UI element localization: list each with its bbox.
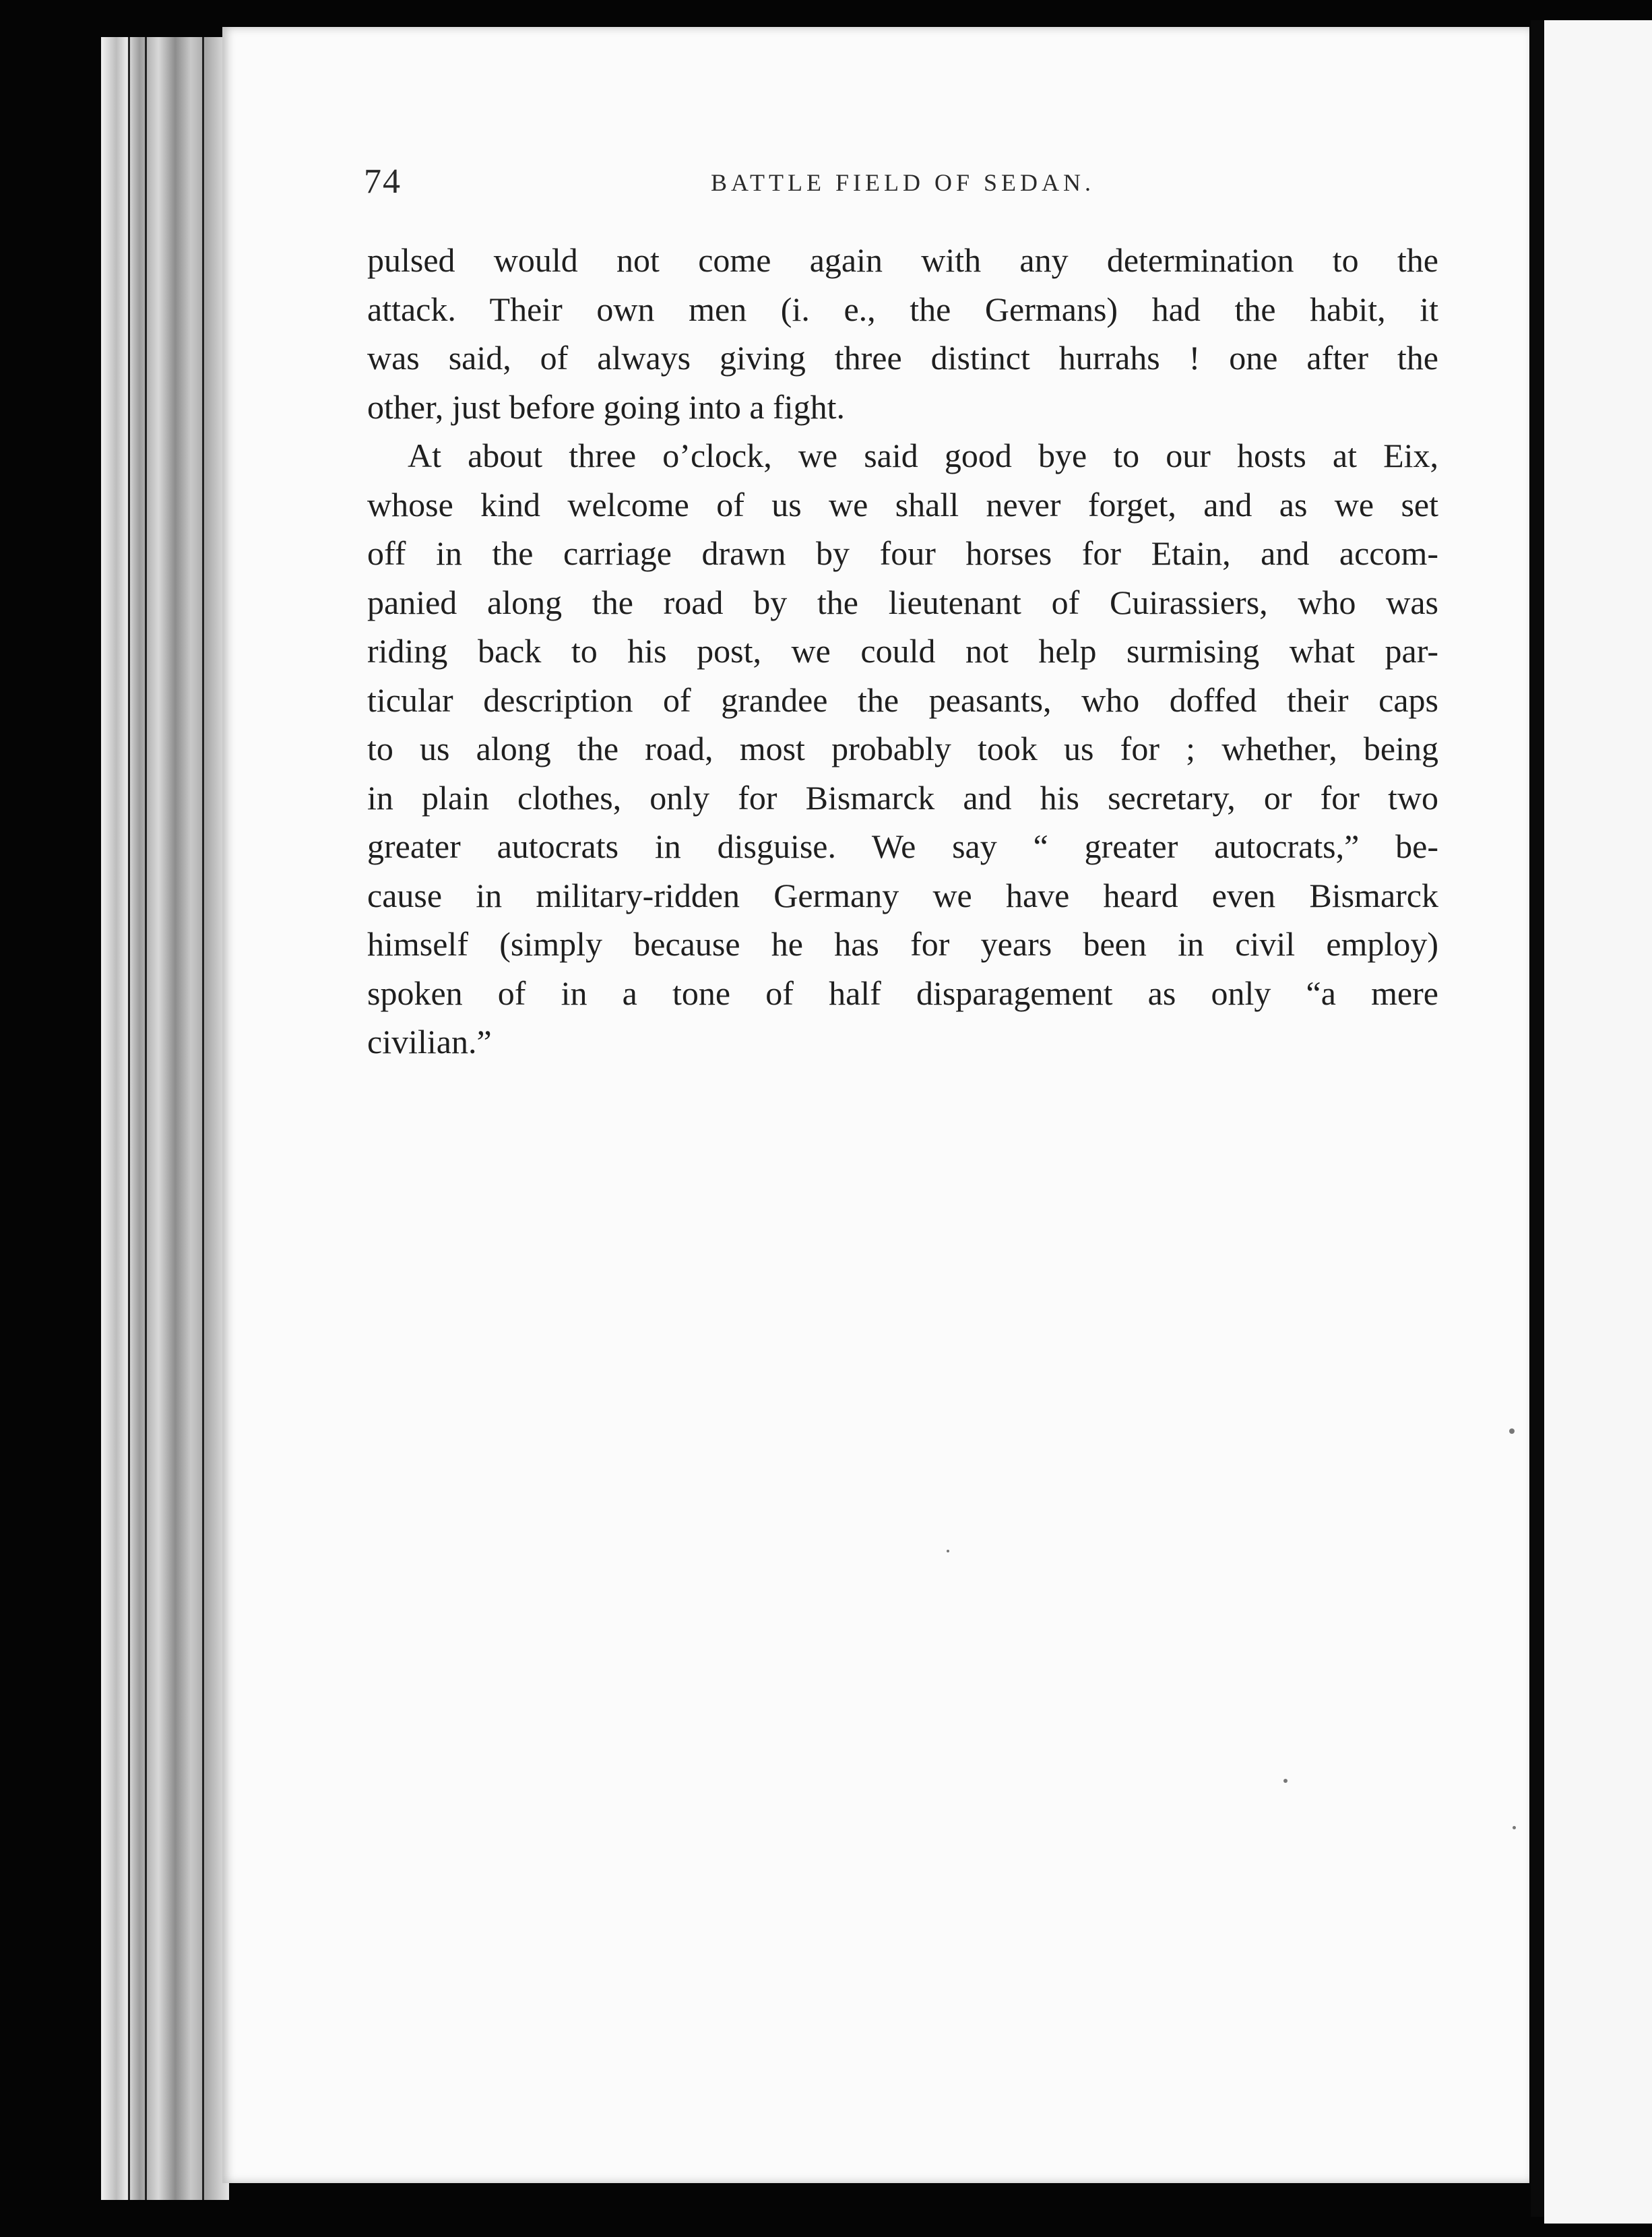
text-line: riding back to his post, we could not help surmising what par- — [367, 632, 1438, 670]
text-line: other, just before going into a fight. — [367, 387, 845, 426]
text-line: attack. Their own men (i. e., the Germans) had the habit, it — [367, 290, 1438, 328]
book-fore-edge — [101, 37, 229, 2200]
text-line: panied along the road by the lieutenant of Cuirassiers, who was — [367, 583, 1438, 621]
fore-edge-line — [145, 37, 147, 2200]
fore-edge-line — [202, 37, 204, 2200]
text-line: in plain clothes, only for Bismarck and his secretary, or for two — [367, 778, 1438, 817]
facing-page-edge — [1544, 20, 1652, 2224]
text-line: spoken of in a tone of half disparagement as only “a mere — [367, 974, 1438, 1012]
paper-speck — [1283, 1779, 1288, 1783]
text-line: off in the carriage drawn by four horses for Etain, and accom- — [367, 534, 1438, 572]
page-number: 74 — [364, 162, 402, 201]
paper-speck — [1513, 1826, 1516, 1829]
text-line: whose kind welcome of us we shall never forget, and as we set — [367, 485, 1438, 524]
text-line: to us along the road, most probably took us for ; whether, being — [367, 730, 1438, 767]
text-line: ticular description of grandee the peasants, who doffed their caps — [367, 681, 1438, 719]
running-head — [357, 162, 1449, 209]
text-line: pulsed would not come again with any determination to the — [367, 241, 1438, 279]
text-line: himself (simply because he has for years been in civil employ) — [367, 925, 1438, 963]
paper-speck — [947, 1550, 949, 1552]
fore-edge-line — [128, 37, 130, 2200]
text-line: greater autocrats in disguise. We say “ greater autocrats,” be- — [367, 827, 1438, 865]
text-line: was said, of always giving three distinct hurrahs ! one after the — [367, 339, 1438, 377]
body-text — [367, 236, 1438, 1067]
text-line: cause in military-ridden Germany we have heard even Bismarck — [367, 876, 1438, 914]
text-line: At about three o’clock, we said good bye to our hosts at Eix, — [408, 437, 1438, 474]
paper-speck — [1509, 1428, 1515, 1434]
page-gutter — [1531, 20, 1544, 2217]
text-line: civilian.” — [367, 1023, 492, 1061]
running-head-title: BATTLE FIELD OF SEDAN. — [711, 169, 1095, 196]
